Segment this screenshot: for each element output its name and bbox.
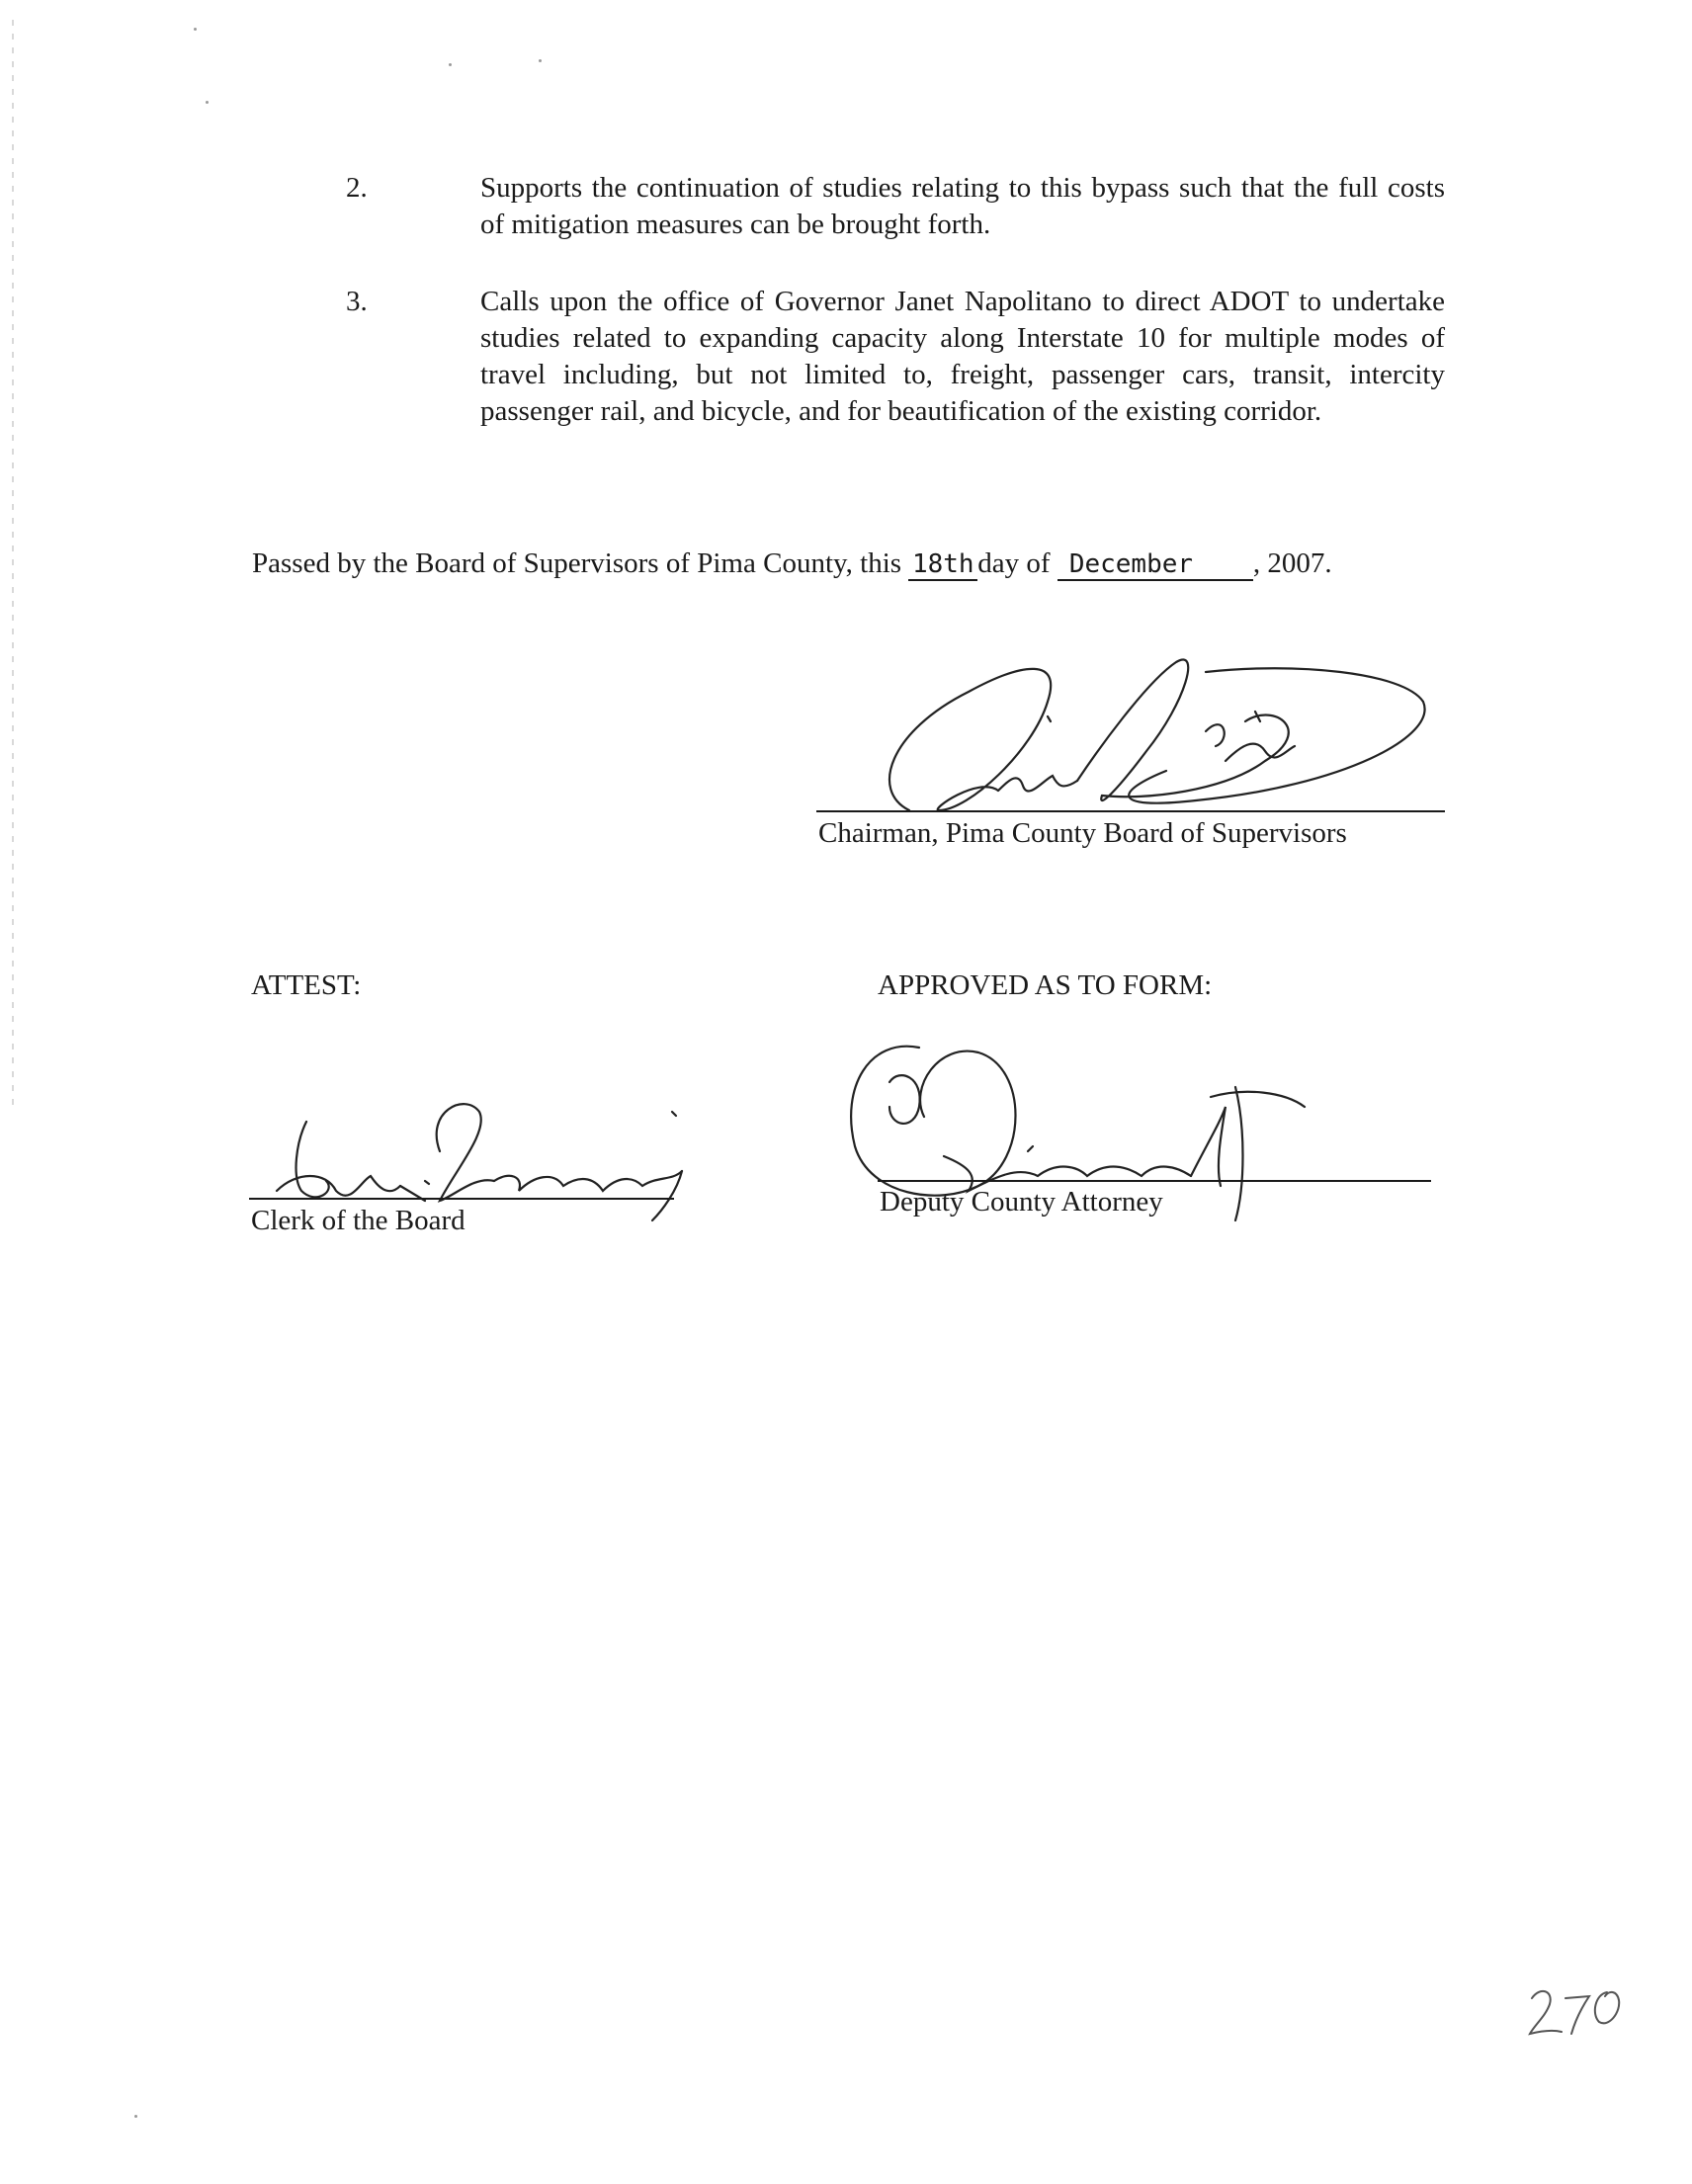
scan-speck [194,28,197,31]
chairman-signature-line [816,810,1445,812]
attorney-signature-line [878,1180,1431,1182]
scan-speck [134,2115,137,2118]
clerk-title: Clerk of the Board [251,1205,465,1236]
item-number: 2. [346,172,368,204]
passage-prefix: Passed by the Board of Supervisors of Pima County, this [252,547,909,579]
passage-day-field: 18th [908,549,977,581]
attest-label: ATTEST: [251,969,362,1001]
approved-as-to-form-label: APPROVED AS TO FORM: [878,969,1213,1001]
item-text: Calls upon the office of Governor Janet Napolitano to direct ADOT to undertake studies related to expanding capacity along Interstate 10 for multiple modes of travel including, but not limited to, freight, passenger cars, transit, intercity passenger rail, and bicycle, and for beautification of the existing corridor. [480,286,1445,427]
passage-middle: day of [977,547,1058,579]
scan-speck [206,101,209,104]
scan-speck [449,63,452,66]
scan-edge-artifact [12,20,14,1107]
item-number: 3. [346,286,368,317]
chairman-title: Chairman, Pima County Board of Supervisors [818,817,1347,849]
handwritten-page-mark [1522,1976,1631,2051]
attorney-title: Deputy County Attorney [880,1186,1163,1218]
passage-statement [252,546,1537,582]
clerk-signature-line [249,1198,674,1200]
passage-suffix: , 2007. [1252,547,1332,579]
item-text: Supports the continuation of studies relating to this bypass such that the full costs of mitigation measures can be brought forth. [480,172,1445,240]
passage-month-field: December [1058,549,1253,581]
scan-speck [539,59,542,62]
